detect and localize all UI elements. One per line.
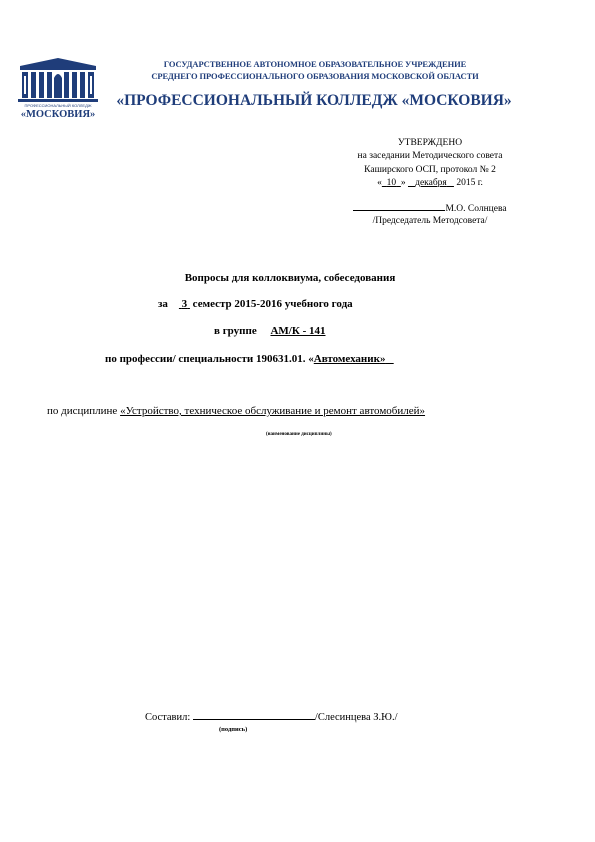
profession-prefix: по профессии/ специальности 190631.01. « [105, 353, 314, 365]
approval-line-2: Каширского ОСП, протокол № 2 [364, 165, 496, 175]
group-line [214, 325, 326, 337]
signature-caption: (подпись) [219, 726, 248, 733]
compiled-line [145, 710, 398, 723]
date-year: 2015 г. [456, 178, 483, 188]
date-month: декабря [415, 178, 447, 188]
group-value: АМ/К - 141 [270, 325, 326, 337]
approval-title: УТВЕРЖДЕНО [397, 138, 463, 148]
college-name: «ПРОФЕССИОНАЛЬНЫЙ КОЛЛЕДЖ «МОСКОВИЯ» [116, 92, 512, 109]
signature-line [353, 201, 445, 211]
semester-number: 3 [181, 298, 188, 310]
profession-value: Автомеханик [313, 353, 380, 365]
logo-caption-small: ПРОФЕССИОНАЛЬНЫЙ КОЛЛЕДЖ [24, 103, 92, 108]
semester-prefix: за [158, 298, 168, 310]
college-logo [14, 56, 102, 126]
profession-line [105, 353, 394, 365]
approval-date [300, 178, 560, 188]
logo-caption: «МОСКОВИЯ» [20, 109, 96, 120]
header-line-2: СРЕДНЕГО ПРОФЕССИОНАЛЬНОГО ОБРАЗОВАНИЯ МОСКОВСКОЙ ОБЛАСТИ [151, 71, 479, 81]
signature-name: М.О. Солнцева [445, 204, 507, 214]
date-close-quote: » [400, 178, 406, 188]
discipline-caption: (наименование дисциплины) [266, 432, 332, 437]
discipline-line [47, 405, 425, 417]
profession-suffix: » [379, 353, 386, 365]
compiled-name: /Слесинцева З.Ю./ [314, 712, 398, 723]
signature-role: /Председатель Методсовета/ [372, 216, 488, 226]
date-day: 10 [386, 178, 397, 188]
date-open-quote: « [377, 178, 382, 188]
semester-suffix: семестр 2015-2016 учебного года [192, 298, 353, 310]
header-line-1: ГОСУДАРСТВЕННОЕ АВТОНОМНОЕ ОБРАЗОВАТЕЛЬНОЕ УЧРЕЖДЕНИЕ [163, 59, 467, 69]
discipline-value: «Устройство, техническое обслуживание и ремонт автомобилей» [120, 405, 426, 417]
approval-signature [300, 201, 560, 214]
approval-line-1: на заседании Методического совета [357, 151, 503, 161]
semester-line [158, 298, 353, 310]
document-title: Вопросы для коллоквиума, собеседования [184, 272, 396, 284]
compiled-label: Составил: [145, 712, 191, 723]
group-prefix: в группе [214, 325, 257, 337]
compiled-signature-line [193, 710, 315, 720]
discipline-prefix: по дисциплине [47, 405, 118, 417]
